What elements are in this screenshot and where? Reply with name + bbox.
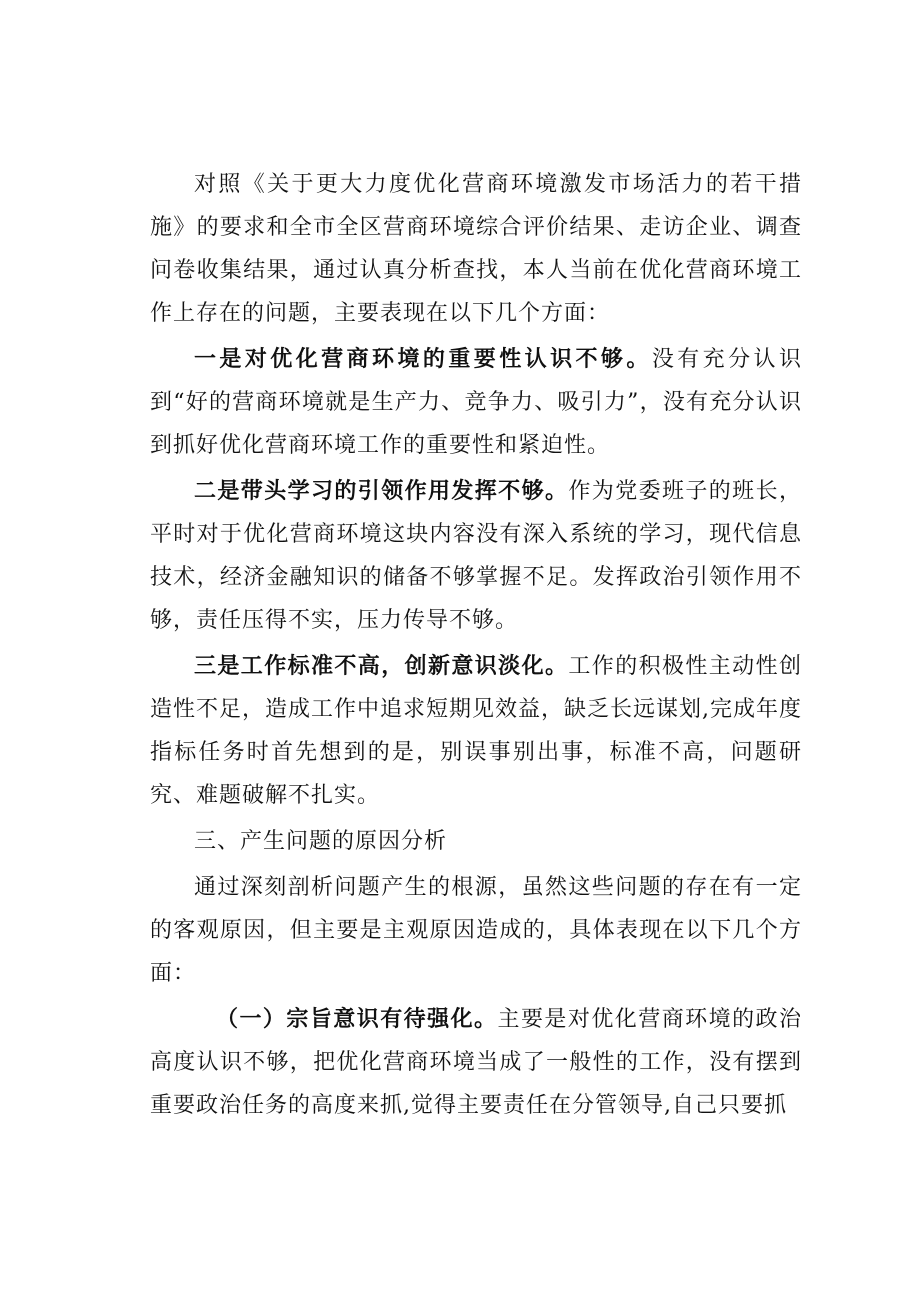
- problem-body-3: 工作的积极性主动性创造性不足，造成工作中追求短期见效益，缺乏长远谋划,完成年度指标任务时首先想到的是，别误事别出事，标准不高，问题研究、难题破解不扎实。: [150, 654, 802, 808]
- problem-body-2: 作为党委班子的班长，平时对于优化营商环境这块内容没有深入系统的学习，现代信息技术，经济金融知识的储备不够掌握不足。发挥政治引领作用不够，责任压得不实，压力传导不够。: [150, 479, 802, 633]
- problem-lead-1: 一是对优化营商环境的重要性认识不够。: [194, 346, 652, 372]
- problem-paragraph-2: [150, 470, 802, 642]
- problem-body-1: 没有充分认识到“好的营商环境就是生产力、竞争力、吸引力”，没有充分认识到抓好优化营商环境工作的重要性和紧迫性。: [150, 347, 802, 458]
- problem-lead-2: 二是带头学习的引领作用发挥不够。: [194, 478, 569, 504]
- cause-body-1: 主要是对优化营商环境的政治高度认识不够，把优化营商环境当成了一般性的工作，没有摆到重要政治任务的高度来抓,觉得主要责任在分管领导,自己只要抓: [150, 1007, 802, 1118]
- problem-paragraph-3: [150, 645, 802, 817]
- cause-paragraph-1: [150, 998, 802, 1127]
- problem-lead-3: 三是工作标准不高，创新意识淡化。: [194, 653, 569, 679]
- problem-paragraph-1: [150, 338, 802, 467]
- document-body: [150, 163, 802, 1130]
- cause-lead-1: （一）宗旨意识有待强化。: [216, 1006, 498, 1032]
- cause-intro-paragraph: 通过深刻剖析问题产生的根源，虽然这些问题的存在有一定的客观原因，但主要是主观原因造成的，具体表现在以下几个方面：: [150, 875, 802, 986]
- intro-paragraph: 对照《关于更大力度优化营商环境激发市场活力的若干措施》的要求和全市全区营商环境综合评价结果、走访企业、调查问卷收集结果，通过认真分析查找，本人当前在优化营商环境工作上存在的问题，主要表现在以下几个方面：: [150, 172, 802, 326]
- section-heading: 三、产生问题的原因分析: [194, 829, 448, 854]
